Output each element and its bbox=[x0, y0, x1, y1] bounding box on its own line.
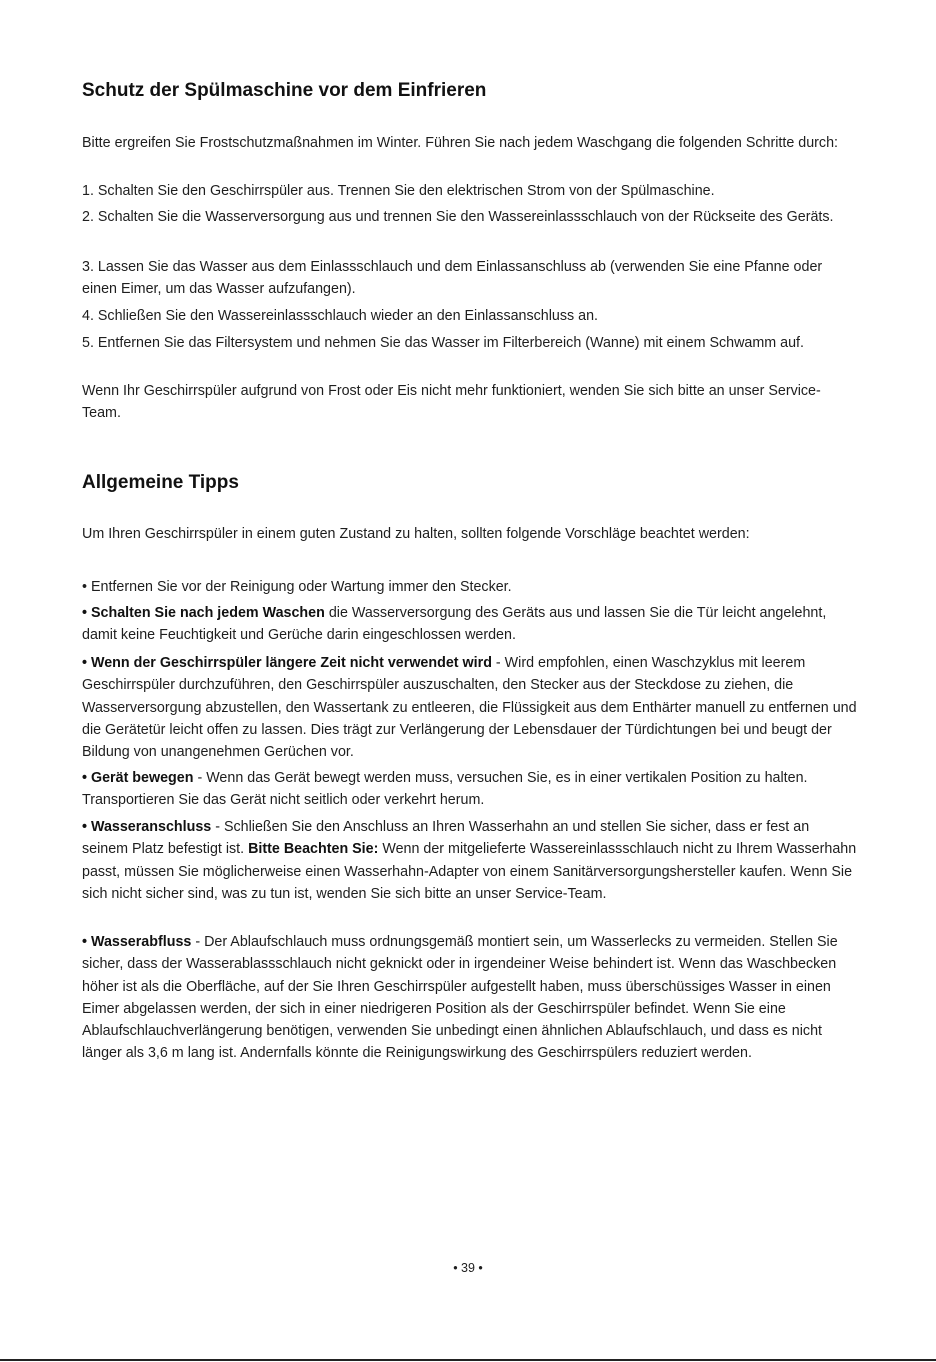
tip-after-wash bbox=[82, 602, 858, 647]
frost-intro: Bitte ergreifen Sie Frostschutzmaßnahmen im Winter. Führen Sie nach jedem Waschgang die folgenden Schritte durch: bbox=[82, 135, 838, 151]
page-number: • 39 • bbox=[453, 1261, 483, 1275]
section-title-frost-protection: Schutz der Spülmaschine vor dem Einfrieren bbox=[82, 80, 487, 101]
tip-unplug: • Entfernen Sie vor der Reinigung oder Wartung immer den Stecker. bbox=[82, 579, 512, 595]
frost-step-4: 4. Schließen Sie den Wassereinlassschlauch wieder an den Einlassanschluss an. bbox=[82, 308, 599, 324]
tip-drain-heading: • Wasserabfluss bbox=[82, 934, 192, 950]
bottom-divider bbox=[0, 1359, 936, 1361]
tip-long-unused bbox=[82, 652, 858, 763]
frost-step-1: 1. Schalten Sie den Geschirrspüler aus. Trennen Sie den elektrischen Strom von der Spülmaschine. bbox=[82, 183, 715, 199]
tip-water-connection-note-label: Bitte Beachten Sie: bbox=[248, 841, 379, 858]
frost-step-2: 2. Schalten Sie die Wasserversorgung aus und trennen Sie den Wassereinlassschlauch von der Rückseite des Geräts. bbox=[82, 209, 834, 225]
tip-water-connection-note-text: Wenn der mitgelieferte Wassereinlassschlauch nicht zu Ihrem Wasserhahn passt, müssen Sie möglicherweise einen Wasserhahn-Adapter von einem Sanitärversorgungshersteller kaufen. Wenn Sie sich nicht sicher sind, was zu tun ist, wenden Sie sich bitte an unser Service-Team. bbox=[82, 841, 857, 902]
tip-drain-text: - Der Ablaufschlauch muss ordnungsgemäß montiert sein, um Wasserlecks zu vermeiden. Stellen Sie sicher, dass der Wasserablassschlauch nicht geknickt oder in irgendeiner Weise behindert ist. Wenn das Waschbecken höher ist als die Oberfläche, auf der Sie Ihren Geschirrspüler aufgestellt haben, muss überschüssiges Wasser in einen Eimer abgelassen werden, der sich in einer niedrigeren Position als der Geschirrspüler befindet. Wenn Sie eine Ablaufschlauchverlängerung benötigen, verwenden Sie unbedingt einen ähnlichen Ablaufschlauch, und dass es nicht länger als 3,6 m lang ist. Andernfalls könnte die Reinigungswirkung des Geschirrspülers reduziert werden. bbox=[82, 934, 838, 1062]
frost-step-3: 3. Lassen Sie das Wasser aus dem Einlassschlauch und dem Einlassanschluss ab (verwenden Sie eine Pfanne oder einen Eimer, um das Wasser aufzufangen). bbox=[82, 259, 823, 298]
tip-after-wash-heading: • Schalten Sie nach jedem Waschen bbox=[82, 605, 325, 621]
tip-water-connection-text: - Schließen Sie den Anschluss an Ihren Wasserhahn an und stellen Sie sicher, dass er fest an seinem Platz befestigt ist. bbox=[82, 819, 810, 858]
tip-water-connection bbox=[82, 816, 858, 905]
tip-water-connection-heading: • Wasseranschluss bbox=[82, 819, 212, 835]
tip-drain bbox=[82, 931, 858, 1065]
tip-moving-text: - Wenn das Gerät bewegt werden muss, versuchen Sie, es in einer vertikalen Position zu halten. Transportieren Sie das Gerät nicht seitlich oder verkehrt herum. bbox=[82, 770, 808, 809]
tip-moving-heading: • Gerät bewegen bbox=[82, 770, 194, 786]
section-title-general-tips: Allgemeine Tipps bbox=[82, 472, 239, 493]
frost-step-5: 5. Entfernen Sie das Filtersystem und nehmen Sie das Wasser im Filterbereich (Wanne) mit einem Schwamm auf. bbox=[82, 335, 805, 351]
tip-moving bbox=[82, 767, 858, 812]
tip-after-wash-text: die Wasserversorgung des Geräts aus und lassen Sie die Tür leicht angelehnt, damit keine Feuchtigkeit und Gerüche darin eingeschlossen werden. bbox=[82, 605, 827, 644]
tip-long-unused-heading: • Wenn der Geschirrspüler längere Zeit nicht verwendet wird bbox=[82, 655, 492, 671]
frost-closing: Wenn Ihr Geschirrspüler aufgrund von Frost oder Eis nicht mehr funktioniert, wenden Sie sich bitte an unser Service-Team. bbox=[82, 383, 821, 422]
tips-intro: Um Ihren Geschirrspüler in einem guten Zustand zu halten, sollten folgende Vorschläge beachtet werden: bbox=[82, 526, 750, 542]
tip-long-unused-text: - Wird empfohlen, einen Waschzyklus mit leerem Geschirrspüler durchzuführen, den Geschirrspüler auszuschalten, den Stecker aus der Steckdose zu ziehen, die Wasserversorgung abzustellen, den Wassertank zu entleeren, die Flüssigkeit aus dem Enthärter manuell zu entfernen und die Gerätetür leicht offen zu lassen. Dies trägt zur Verlängerung der Lebensdauer der Türdichtungen bei und beugt der Bildung von unangenehmen Gerüchen vor. bbox=[82, 655, 857, 761]
